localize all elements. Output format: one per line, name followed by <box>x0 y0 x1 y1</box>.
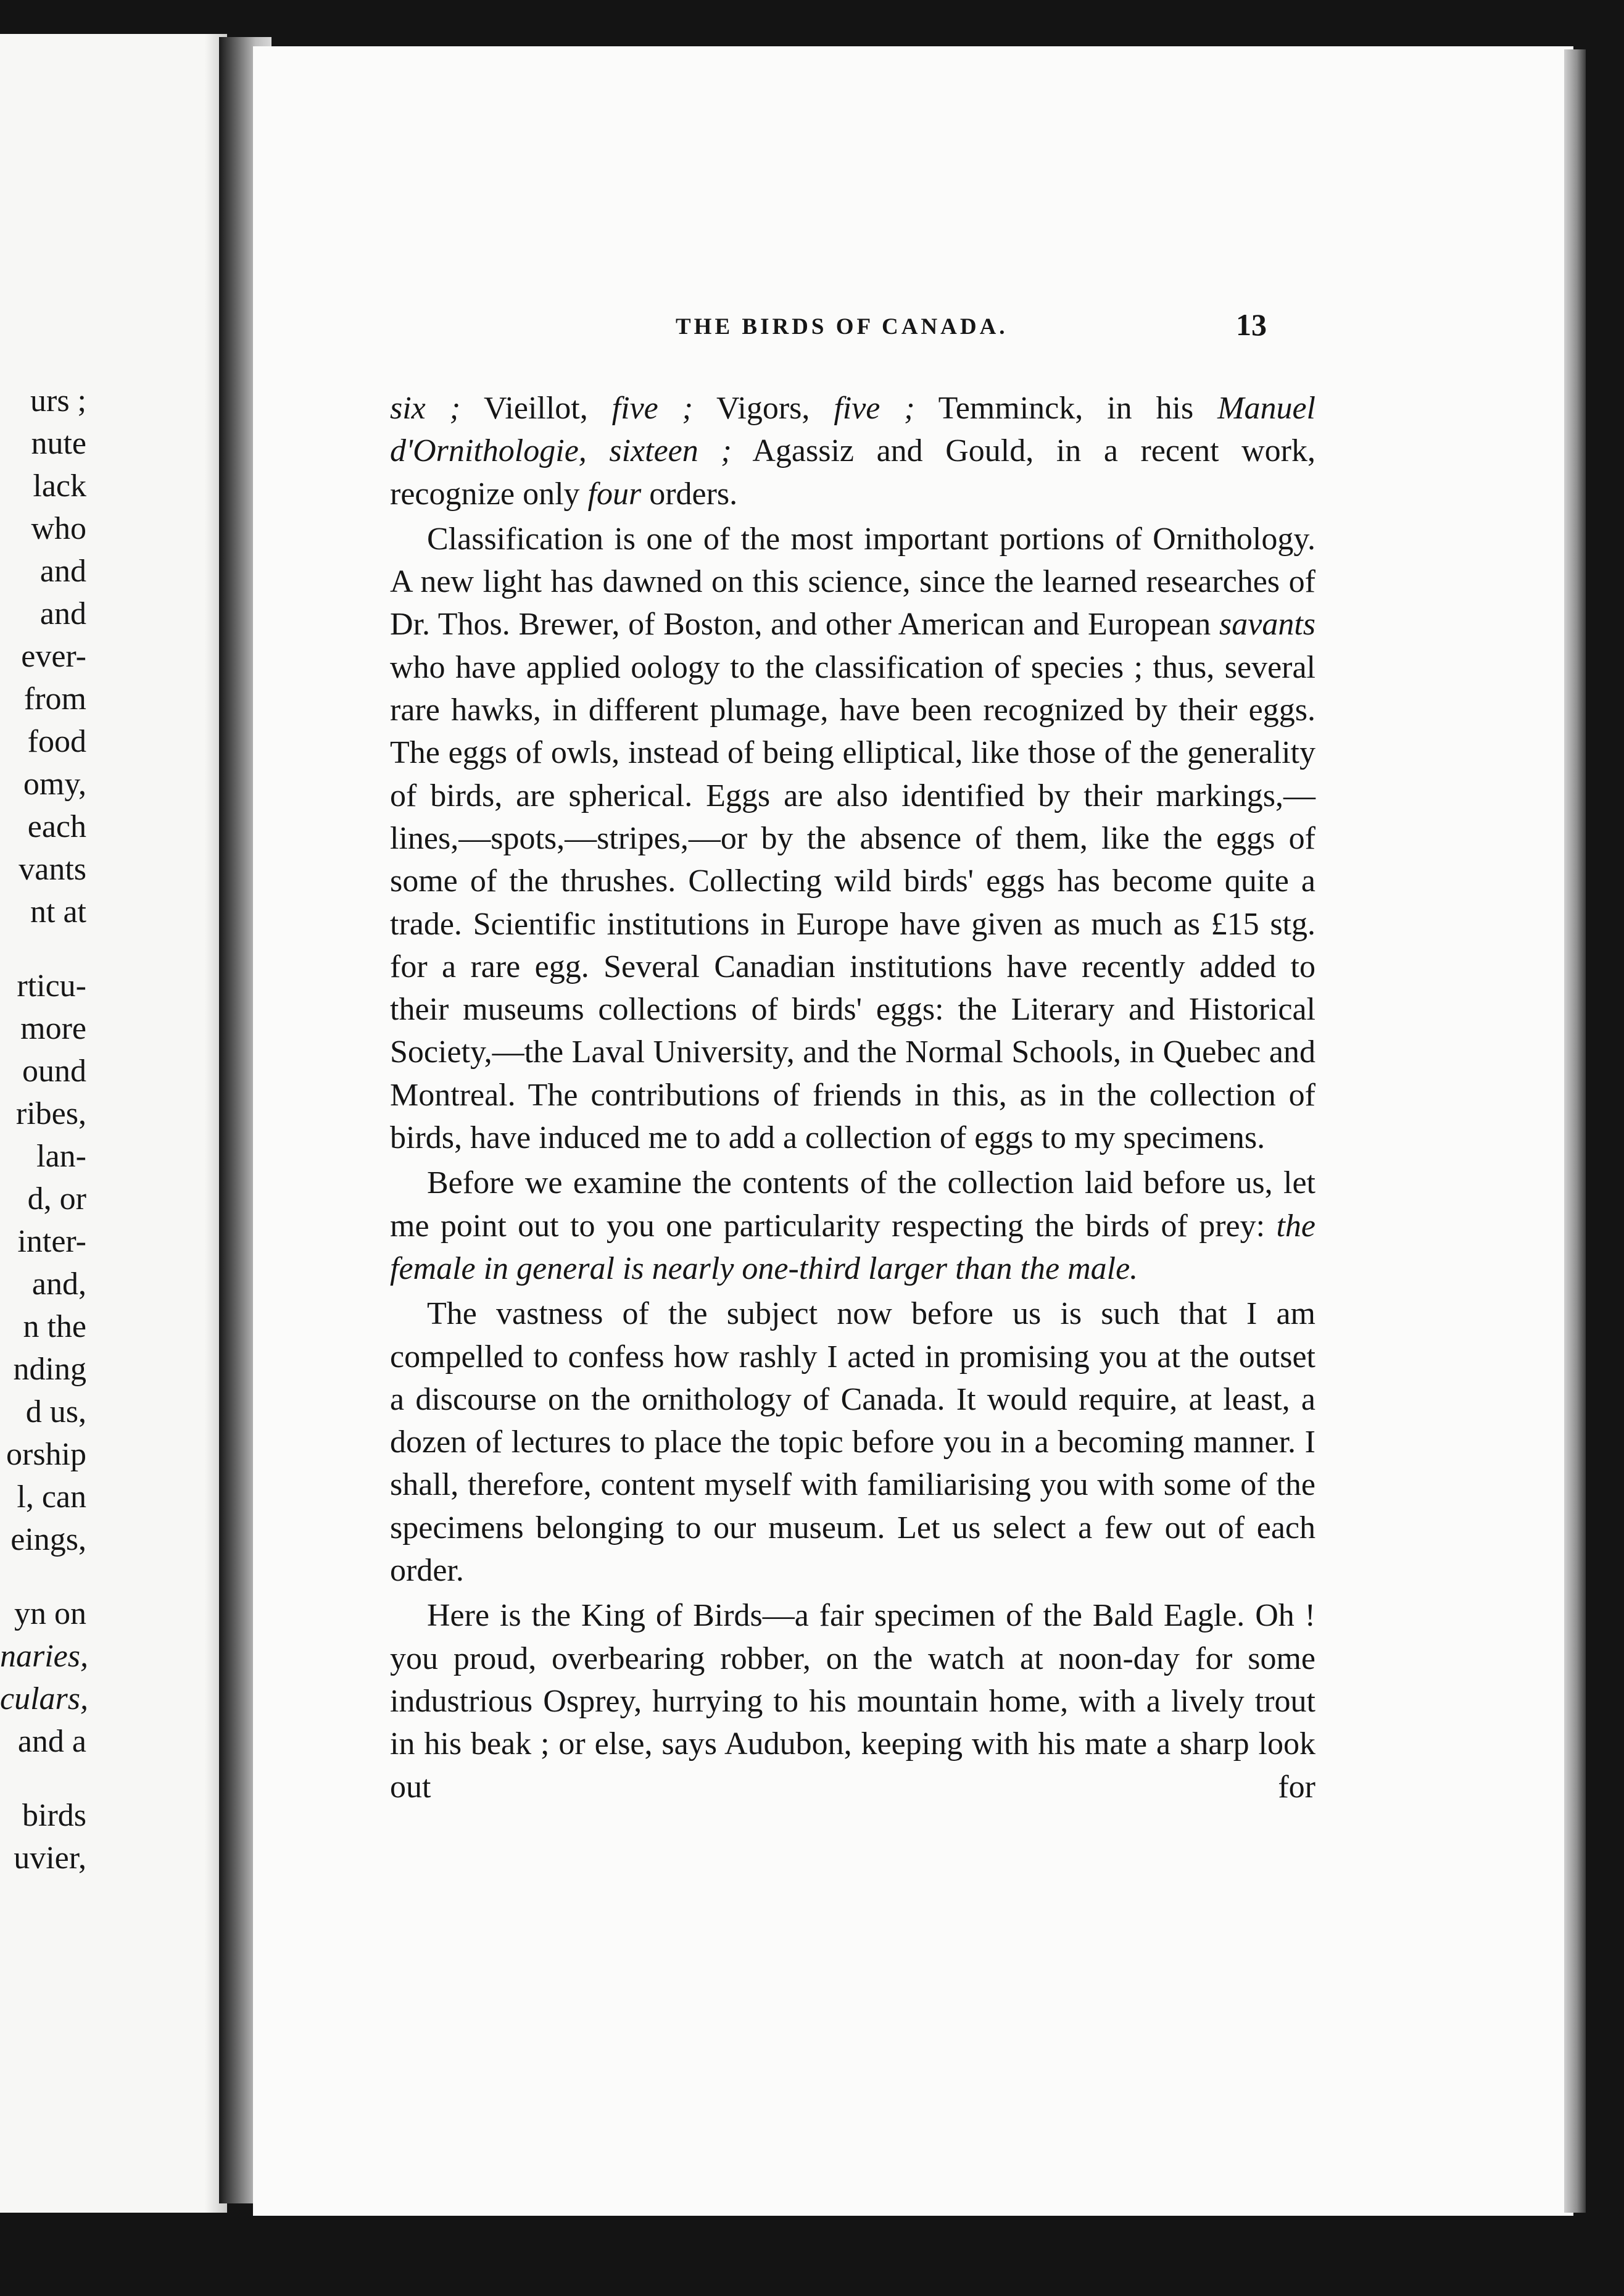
italic-text: six ; <box>390 391 461 426</box>
fragment-line: d us, <box>25 1394 86 1429</box>
text-run: who have applied oology to the classification of species ; thus, several rare hawks, in different plumage, have been recognized by their eggs. The eggs of owls, instead of being elliptical, like those of the generality of birds, are spherical. Eggs are also identified by their markings,—lines,—spots,—stripes,—or by the absence of them, like the eggs of some of the thrushes. Collecting wild birds' eggs has become quite a trade. Scientific institutions in Europe have given as much as £15 stg. for a rare egg. Several Canadian institutions have recently added to their museums collections of birds' eggs: the Literary and Historical Society,—the Laval University, and the Normal Schools, in Quebec and Montreal. The contributions of friends in this, as in the collection of birds, have induced me to add a collection of eggs to my specimens. <box>390 649 1315 1156</box>
italic-text: savants <box>1219 607 1315 643</box>
fragment-line: ever- <box>21 639 86 674</box>
fragment-line: lan- <box>36 1139 86 1174</box>
fragment-line: birds <box>22 1798 86 1833</box>
italic-text: four <box>587 476 642 512</box>
paragraph-3 <box>390 1162 1315 1290</box>
running-head: THE BIRDS OF CANADA. <box>676 314 1008 339</box>
fragment-line: lack <box>33 468 86 504</box>
left-page <box>0 34 227 2213</box>
fragment-line: omy, <box>23 767 86 802</box>
italic-text: five ; <box>611 391 693 426</box>
italic-text: Manuel d'Ornithologie, sixteen ; <box>390 391 1315 469</box>
fragment-line: d, or <box>27 1181 86 1217</box>
fragment-line: n the <box>23 1309 86 1344</box>
paragraph-2 <box>390 518 1315 1159</box>
fragment-line: l, can <box>17 1479 86 1515</box>
text-run: Vieillot, <box>460 391 612 426</box>
text-run: Vigors, <box>692 391 834 426</box>
fragment-line: naries, <box>0 1639 88 1674</box>
fragment-line: food <box>27 724 86 759</box>
fragment-line: from <box>23 681 86 717</box>
fragment-line: nute <box>31 426 86 461</box>
fragment-line: uvier, <box>14 1841 86 1876</box>
fragment-line: and a <box>17 1724 86 1759</box>
fragment-line: ribes, <box>15 1096 86 1131</box>
fragment-gap <box>0 1763 86 1794</box>
text-run: Agassiz and Gould, in a recent work, recognize only <box>390 433 1315 512</box>
fragment-line: rticu- <box>17 968 86 1004</box>
fragment-line: nt at <box>30 894 86 930</box>
fragment-line: and, <box>31 1267 86 1302</box>
fragment-line: yn on <box>14 1596 86 1631</box>
italic-text: the female in general is nearly one-third larger than the male. <box>390 1208 1315 1286</box>
fragment-line: nding <box>13 1352 86 1387</box>
page-number: 13 <box>1236 307 1267 342</box>
paragraph-4: The vastness of the subject now before us is such that I am compelled to confess how rashly I acted in promising you at the outset a discourse on the ornithology of Canada. It would require, at least, a dozen of lectures to place the topic before you in a becoming manner. I shall, therefore, content myself with familiarising you with some of the specimens belonging to our museum. Let us select a few out of each order. <box>390 1296 1315 1589</box>
fragment-gap <box>0 1561 86 1592</box>
left-page-text-fragments <box>0 380 86 1879</box>
fragment-line: and <box>39 596 86 631</box>
fragment-line: and <box>39 554 86 589</box>
fragment-gap <box>0 933 86 965</box>
fragment-line: orship <box>6 1437 86 1472</box>
paragraph-5: Here is the King of Birds—a fair specimen of the Bald Eagle. Oh ! you proud, overbearing robber, on the watch at noon-day for some industrious Osprey, hurrying to his mountain home, with a lively trout in his beak ; or else, says Audubon, keeping with his mate a sharp look out for <box>390 1598 1315 1805</box>
italic-text: five ; <box>834 391 915 426</box>
fragment-line: vants <box>19 852 86 887</box>
fragment-line: urs ; <box>30 383 86 418</box>
fragment-line: ound <box>22 1054 86 1089</box>
fragment-line: who <box>31 511 86 546</box>
text-run: Classification is one of the most important portions of Ornithology. A new light has dawned on this science, since the learned researches of Dr. Thos. Brewer, of Boston, and other American and European <box>390 521 1315 643</box>
fragment-line: each <box>27 809 86 844</box>
page-edge <box>1564 49 1586 2213</box>
text-run: Temminck, in his <box>914 391 1218 426</box>
body-text <box>390 387 1315 1808</box>
fragment-line: more <box>20 1011 86 1046</box>
paragraph-1 <box>390 387 1315 515</box>
text-run: orders. <box>641 476 738 512</box>
fragment-line: eings, <box>10 1522 86 1557</box>
fragment-line: culars, <box>0 1681 88 1716</box>
text-run: Before we examine the contents of the collection laid before us, let me point out to you one particularity respecting the birds of prey: <box>390 1165 1315 1244</box>
fragment-line: inter- <box>17 1224 86 1259</box>
